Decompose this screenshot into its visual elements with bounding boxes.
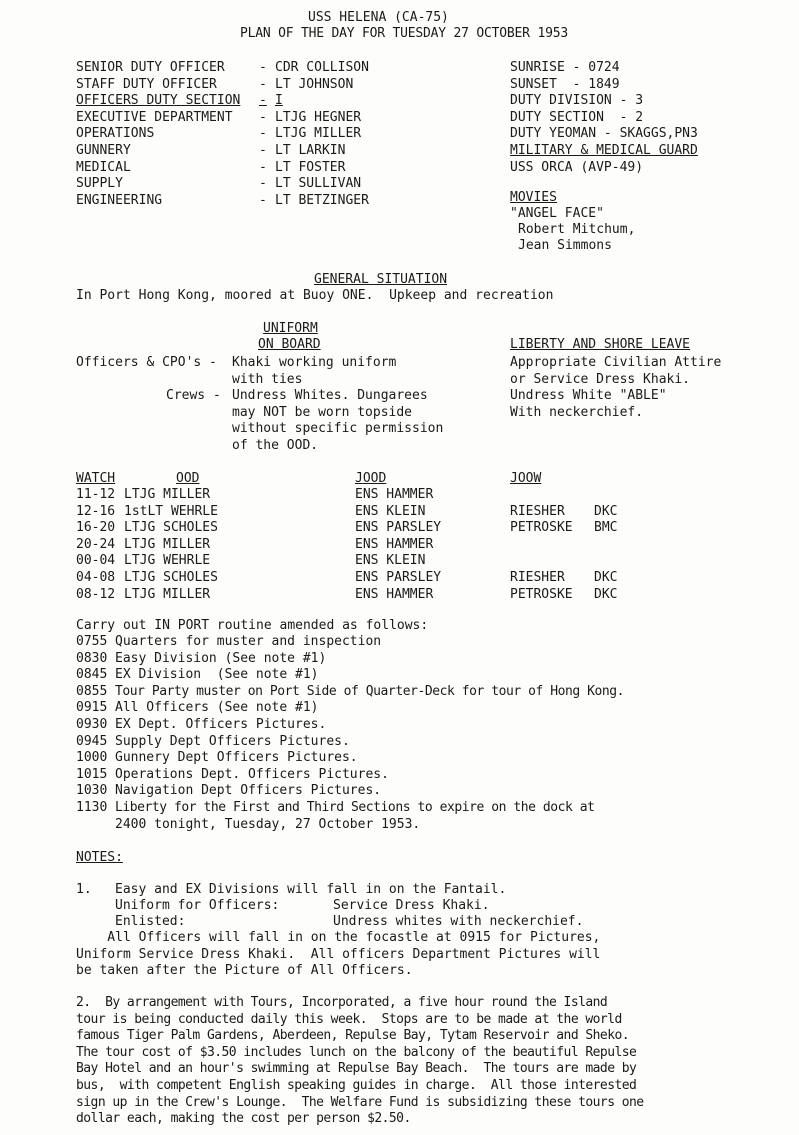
routine-time: 0845: [76, 667, 108, 683]
duty-separator: -: [259, 143, 267, 158]
routine-text: Operations Dept. Officers Pictures.: [115, 766, 389, 782]
duty-separator: -: [259, 192, 267, 208]
watch-ood: LTJG SCHOLES: [124, 570, 218, 585]
duty-info-line: SUNRISE - 0724: [510, 60, 620, 75]
routine-text: Quarters for muster and inspection: [115, 634, 382, 649]
duty-name: LT FOSTER: [275, 159, 346, 175]
duty-name: LT BETZINGER: [275, 192, 369, 208]
watch-ood: LTJG SCHOLES: [124, 520, 218, 536]
watch-jood: ENS HAMMER: [355, 586, 434, 602]
note-1-number: 1.: [76, 882, 92, 897]
duty-label: SENIOR DUTY OFFICER: [76, 60, 225, 75]
liberty-line: or Service Dress Khaki.: [510, 371, 691, 387]
duty-separator: -: [259, 176, 267, 192]
routine-time: 0855: [76, 683, 108, 699]
routine-text: All Officers (See note #1): [115, 700, 319, 716]
routine-text: Supply Dept Officers Pictures.: [115, 733, 350, 749]
jood-col-header: JOOD: [355, 471, 387, 486]
ship-name: USS HELENA (CA-75): [308, 10, 449, 25]
crews-uniform-line: may NOT be worn topside: [232, 404, 413, 420]
watch-time: 00-04: [76, 553, 116, 569]
watch-time: 12-16: [76, 503, 116, 519]
routine-time: 1130: [76, 800, 108, 815]
general-situation-text: In Port Hong Kong, moored at Buoy ONE. Upkeep and recreation: [76, 288, 554, 303]
note-1-officers-label: Uniform for Officers:: [115, 898, 280, 913]
routine-time: 1030: [76, 783, 108, 799]
duty-separator: -: [259, 60, 267, 75]
liberty-text: [510, 355, 721, 421]
crews-uniform-line: without specific permission: [232, 421, 444, 437]
note-2-body-line: bus, with competent English speaking guides in charge. All those interested: [76, 1077, 637, 1093]
movie-cast-2: Jean Simmons: [518, 238, 612, 253]
routine-text: Easy Division (See note #1): [115, 650, 327, 666]
watch-joow: RIESHER: [510, 570, 565, 585]
routine-time: 0945: [76, 733, 108, 749]
watch-time: 20-24: [76, 536, 116, 552]
routine-time: 1015: [76, 766, 108, 782]
duty-separator: -: [259, 109, 267, 125]
crews-uniform-line: Undress Whites. Dungarees: [232, 388, 428, 403]
watch-jood: ENS HAMMER: [355, 487, 434, 502]
duty-info-line: MILITARY & MEDICAL GUARD: [510, 143, 698, 158]
watch-ood: LTJG MILLER: [124, 487, 211, 502]
watch-jood: ENS KLEIN: [355, 553, 426, 569]
officers-uniform-text: [232, 355, 396, 388]
general-situation-heading: GENERAL SITUATION: [314, 272, 448, 287]
duty-name: LT SULLIVAN: [275, 176, 362, 192]
duty-label: OPERATIONS: [76, 126, 155, 142]
duty-name: I: [275, 93, 283, 109]
note-2-body-line: famous Tiger Palm Gardens, Aberdeen, Repulse Bay, Tytam Reservoir and Sheko.: [76, 1028, 630, 1044]
duty-info-line: SUNSET - 1849: [510, 76, 620, 92]
duty-info-line: DUTY YEOMAN - SKAGGS,PN3: [510, 126, 698, 142]
ood-col-header: OOD: [176, 471, 200, 486]
duty-name: LTJG HEGNER: [275, 109, 362, 125]
note-2-body: [76, 995, 644, 1128]
watch-ood: LTJG MILLER: [124, 536, 211, 552]
crews-uniform-text: [232, 388, 443, 454]
crews-uniform-line: of the OOD.: [232, 437, 319, 453]
note-1-enlisted-label: Enlisted:: [115, 914, 186, 929]
joow-col-header: JOOW: [510, 471, 542, 486]
duty-label: SUPPLY: [76, 176, 123, 192]
duty-name: LT LARKIN: [275, 143, 346, 158]
duty-label: GUNNERY: [76, 143, 131, 158]
duty-label: OFFICERS DUTY SECTION: [76, 93, 241, 109]
liberty-heading: LIBERTY AND SHORE LEAVE: [510, 337, 691, 352]
watch-joow: PETROSKE: [510, 520, 573, 536]
officers-uniform-line: Khaki working uniform: [232, 355, 397, 370]
duty-label: EXECUTIVE DEPARTMENT: [76, 109, 233, 125]
duty-separator: -: [259, 126, 267, 142]
liberty-line: Undress White "ABLE": [510, 388, 667, 404]
routine-time: 0755: [76, 634, 108, 649]
officers-uniform-label: Officers & CPO's -: [76, 355, 217, 370]
watch-time: 11-12: [76, 487, 116, 502]
watch-joow-rate: DKC: [594, 503, 618, 519]
watch-time: 16-20: [76, 520, 116, 536]
watch-jood: ENS HAMMER: [355, 536, 434, 552]
note-1-body: [76, 930, 600, 980]
duty-info-line: DUTY SECTION - 2: [510, 109, 644, 125]
watch-time: 08-12: [76, 586, 116, 602]
note-1-line: Easy and EX Divisions will fall in on the Fantail.: [115, 882, 507, 897]
watch-joow-rate: DKC: [594, 586, 618, 602]
duty-label: ENGINEERING: [76, 192, 163, 208]
routine-text: Liberty for the First and Third Sections to expire on the dock at: [115, 800, 595, 815]
uniform-heading: UNIFORM: [263, 321, 318, 336]
watch-jood: ENS KLEIN: [355, 503, 426, 519]
watch-col-header: WATCH: [76, 471, 116, 486]
watch-ood: LTJG MILLER: [124, 586, 211, 602]
liberty-line: Appropriate Civilian Attire: [510, 355, 722, 370]
note-1-body-line: Uniform Service Dress Khaki. All officers Department Pictures will: [76, 946, 601, 962]
note-2-body-line: dollar each, making the cost per person $2.50.: [76, 1111, 411, 1127]
duty-name: LTJG MILLER: [275, 126, 362, 142]
note-1-body-line: All Officers will fall in on the focastle at 0915 for Pictures,: [76, 930, 601, 945]
routine-time: 1000: [76, 750, 108, 766]
duty-info-line: USS ORCA (AVP-49): [510, 159, 644, 175]
duty-info-line: DUTY DIVISION - 3: [510, 93, 644, 109]
note-1-enlisted-value: Undress whites with neckerchief.: [333, 914, 584, 929]
watch-joow-rate: DKC: [594, 570, 618, 585]
duty-label: STAFF DUTY OFFICER: [76, 76, 217, 92]
duty-separator: -: [259, 159, 267, 175]
routine-time: 0830: [76, 650, 108, 666]
note-2-body-line: Bay Hotel and an hour's swimming at Repulse Bay Beach. The tours are made by: [76, 1061, 637, 1077]
watch-joow-rate: BMC: [594, 520, 618, 536]
routine-text: Gunnery Dept Officers Pictures.: [115, 750, 358, 766]
watch-jood: ENS PARSLEY: [355, 570, 442, 585]
onboard-heading: ON BOARD: [258, 337, 321, 352]
movie-title: "ANGEL FACE": [510, 206, 604, 221]
officers-uniform-line: with ties: [232, 371, 303, 387]
routine-text: EX Dept. Officers Pictures.: [115, 717, 327, 732]
routine-time: 0930: [76, 717, 108, 732]
movies-heading: MOVIES: [510, 190, 557, 205]
watch-ood: 1stLT WEHRLE: [124, 503, 218, 519]
routine-time: 0915: [76, 700, 108, 716]
note-2-body-line: sign up in the Crew's Lounge. The Welfare Fund is subsidizing these tours one: [76, 1094, 644, 1110]
watch-jood: ENS PARSLEY: [355, 520, 442, 536]
note-2-body-line: tour is being conducted daily this week. Stops are to be made at the world: [76, 1011, 622, 1027]
routine-text: Navigation Dept Officers Pictures.: [115, 783, 382, 799]
duty-label: MEDICAL: [76, 159, 131, 175]
routine-text: Tour Party muster on Port Side of Quarter-Deck for tour of Hong Kong.: [115, 683, 624, 699]
duty-separator: -: [259, 93, 267, 109]
duty-name: CDR COLLISON: [275, 60, 369, 75]
movie-cast-1: Robert Mitchum,: [518, 222, 636, 237]
plan-title: PLAN OF THE DAY FOR TUESDAY 27 OCTOBER 1953: [240, 26, 568, 41]
routine-text: EX Division (See note #1): [115, 667, 319, 683]
notes-heading: NOTES:: [76, 850, 123, 865]
note-2-body-line: 2. By arrangement with Tours, Incorporated, a five hour round the Island: [76, 995, 608, 1010]
crews-uniform-label: Crews -: [166, 388, 221, 403]
watch-ood: LTJG WEHRLE: [124, 553, 211, 569]
note-1-body-line: be taken after the Picture of All Officers.: [76, 963, 413, 979]
watch-joow: RIESHER: [510, 503, 565, 519]
watch-joow: PETROSKE: [510, 586, 573, 602]
note-2-body-line: The tour cost of $3.50 includes lunch on the balcony of the beautiful Repulse: [76, 1044, 637, 1060]
routine-continuation: 2400 tonight, Tuesday, 27 October 1953.: [115, 817, 421, 832]
duty-separator: -: [259, 76, 267, 92]
routine-intro: Carry out IN PORT routine amended as follows:: [76, 618, 429, 633]
duty-name: LT JOHNSON: [275, 76, 354, 92]
liberty-line: With neckerchief.: [510, 404, 644, 420]
watch-time: 04-08: [76, 570, 116, 585]
note-1-officers-value: Service Dress Khaki.: [333, 898, 490, 913]
